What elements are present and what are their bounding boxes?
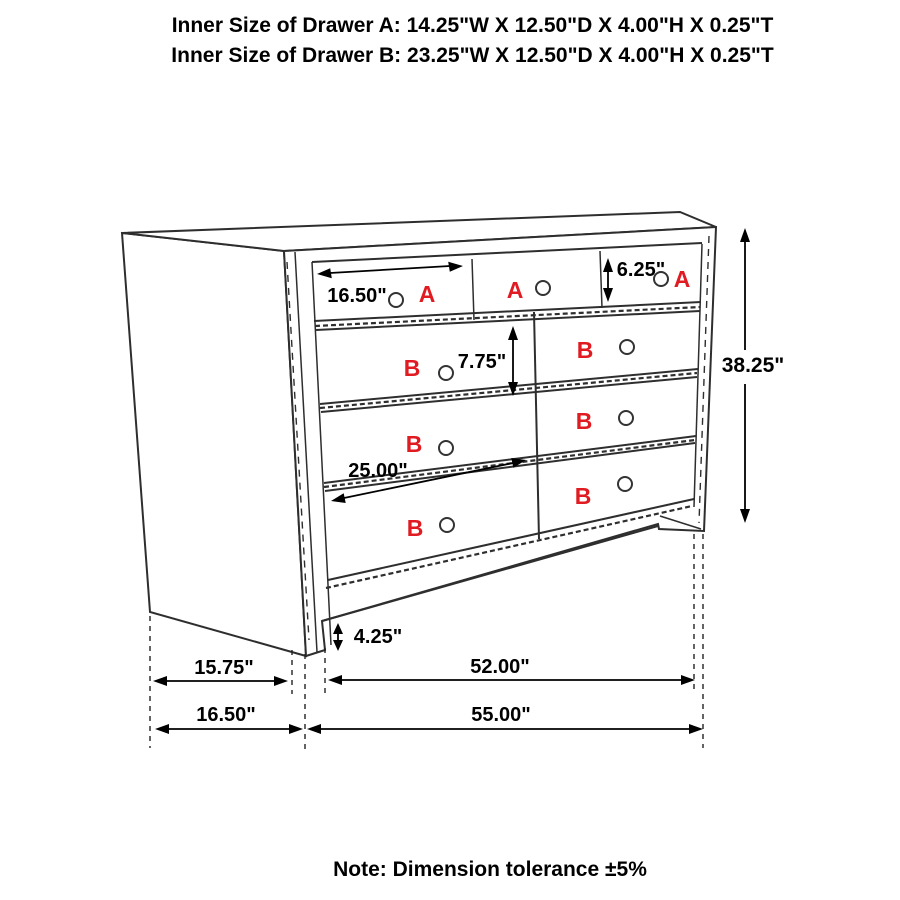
knob-icon [439,441,453,455]
drawer-b-inner-size: Inner Size of Drawer B: 23.25"W X 12.50"D X 4.00"H X 0.25"T [171,44,774,67]
knob-icon [619,411,633,425]
svg-text:52.00": 52.00" [470,656,530,678]
drawer-label-a: A [673,266,691,292]
knob-icon [536,281,550,295]
knob-icon [618,477,632,491]
tolerance-note: Note: Dimension tolerance ±5% [333,858,647,881]
svg-text:15.75": 15.75" [194,657,254,679]
svg-text:16.50": 16.50" [196,704,256,726]
dim-overall-height [722,228,785,523]
dim-base-depth [153,657,288,686]
svg-text:7.75": 7.75" [457,351,507,373]
knob-icon [439,366,453,380]
drawer-a-inner-size: Inner Size of Drawer A: 14.25"W X 12.50"D X 4.00"H X 0.25"T [171,14,774,37]
drawer-label-a: A [418,281,436,307]
svg-text:6.25": 6.25" [616,259,666,281]
svg-text:4.25": 4.25" [353,626,403,648]
drawer-label-b: B [403,355,421,381]
drawer-label-b: B [576,337,594,363]
svg-text:25.00": 25.00" [348,460,408,482]
knob-icon [620,340,634,354]
drawer-label-a: A [506,277,524,303]
dim-overall-depth [155,704,303,734]
dim-overall-width [307,704,703,734]
knob-icon [389,293,403,307]
drawer-label-b: B [405,431,423,457]
side-panel [122,233,306,656]
drawer-label-b: B [406,515,424,541]
knob-icon [440,518,454,532]
drawer-label-b: B [574,483,592,509]
svg-text:55.00": 55.00" [471,704,531,726]
dim-base-width [328,656,695,685]
dim-leg-height [333,623,402,651]
svg-text:38.25": 38.25" [721,354,785,377]
drawer-label-b: B [575,408,593,434]
svg-text:16.50": 16.50" [327,285,387,307]
